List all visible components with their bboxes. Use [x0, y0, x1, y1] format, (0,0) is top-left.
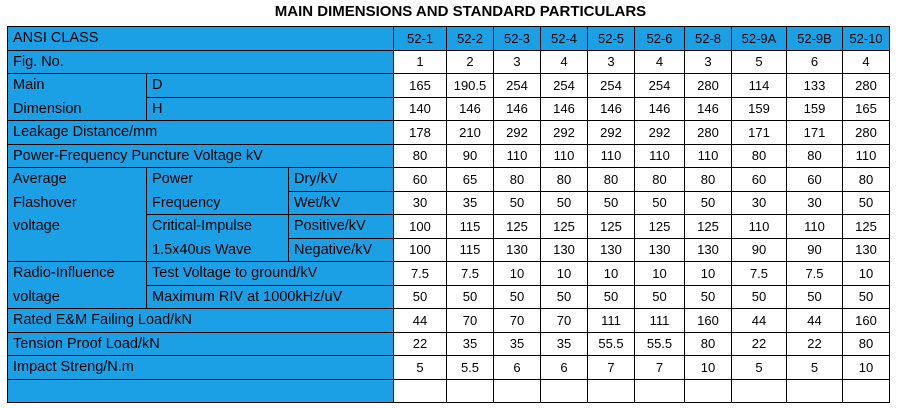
- cell-leakage: 210: [447, 121, 494, 145]
- cell-fig-no: 4: [843, 51, 890, 75]
- cell-positive: 125: [635, 215, 685, 239]
- cell-puncture: 110: [541, 145, 588, 169]
- cell-blank: [394, 380, 447, 404]
- cell-leakage: 292: [494, 121, 541, 145]
- cell-rated-em: 70: [494, 309, 541, 333]
- table-title: MAIN DIMENSIONS AND STANDARD PARTICULARS: [274, 3, 647, 20]
- cell-puncture: 110: [685, 145, 732, 169]
- cell-negative: 115: [447, 239, 494, 263]
- cell-impact: 5.5: [447, 356, 494, 380]
- cell-blank: [635, 380, 685, 404]
- cell-dry: 80: [843, 168, 890, 192]
- label-rated-em-load: Rated E&M Failing Load/kN: [8, 309, 394, 333]
- cell-test-voltage: 7.5: [732, 262, 787, 286]
- cell-impact: 6: [494, 356, 541, 380]
- cell-h: 159: [732, 98, 787, 122]
- cell-puncture: 80: [394, 145, 447, 169]
- cell-h: 146: [685, 98, 732, 122]
- cell-fig-no: 3: [494, 51, 541, 75]
- cell-leakage: 280: [843, 121, 890, 145]
- label-critical-impulse: Critical-Impulse 1.5x40us Wave: [147, 215, 289, 262]
- cell-positive: 125: [588, 215, 635, 239]
- cell-puncture: 110: [635, 145, 685, 169]
- cell-test-voltage: 10: [541, 262, 588, 286]
- cell-test-voltage: 10: [588, 262, 635, 286]
- label-max-riv: Maximum RIV at 1000kHz/uV: [147, 286, 394, 310]
- header-class-52-10: 52-10: [843, 27, 890, 51]
- header-class-52-8: 52-8: [685, 27, 732, 51]
- label-main-dimension: Main Dimension: [8, 74, 147, 121]
- label-fig-no: Fig. No.: [8, 51, 394, 75]
- cell-puncture: 110: [588, 145, 635, 169]
- cell-leakage: 280: [685, 121, 732, 145]
- cell-blank: [447, 380, 494, 404]
- header-class-52-6: 52-6: [635, 27, 685, 51]
- cell-puncture: 80: [787, 145, 843, 169]
- cell-negative: 130: [843, 239, 890, 263]
- cell-test-voltage: 7.5: [787, 262, 843, 286]
- cell-blank: [541, 380, 588, 404]
- cell-blank: [588, 380, 635, 404]
- header-class-52-9a: 52-9A: [732, 27, 787, 51]
- label-impact-strength: Impact Streng/N.m: [8, 356, 394, 380]
- cell-tension-proof: 22: [394, 333, 447, 357]
- label-radio-influence: Radio-Influence voltage: [8, 262, 147, 309]
- cell-rated-em: 70: [447, 309, 494, 333]
- cell-fig-no: 5: [732, 51, 787, 75]
- cell-blank: [685, 380, 732, 404]
- cell-wet: 50: [494, 192, 541, 216]
- cell-leakage: 171: [787, 121, 843, 145]
- cell-fig-no: 3: [588, 51, 635, 75]
- cell-impact: 10: [843, 356, 890, 380]
- cell-h: 140: [394, 98, 447, 122]
- cell-rated-em: 160: [685, 309, 732, 333]
- label-tension-proof-load: Tension Proof Load/kN: [8, 333, 394, 357]
- label-positive: Positive/kV: [289, 215, 394, 239]
- label-h: H: [147, 98, 394, 122]
- cell-d: 280: [685, 74, 732, 98]
- cell-blank: [494, 380, 541, 404]
- label-leakage-distance: Leakage Distance/mm: [8, 121, 394, 145]
- label-test-voltage: Test Voltage to ground/kV: [147, 262, 394, 286]
- cell-positive: 125: [843, 215, 890, 239]
- cell-fig-no: 1: [394, 51, 447, 75]
- cell-impact: 6: [541, 356, 588, 380]
- header-class-52-1: 52-1: [394, 27, 447, 51]
- cell-leakage: 292: [541, 121, 588, 145]
- cell-max-riv: 50: [685, 286, 732, 310]
- cell-h: 159: [787, 98, 843, 122]
- cell-test-voltage: 7.5: [394, 262, 447, 286]
- cell-tension-proof: 80: [685, 333, 732, 357]
- cell-max-riv: 50: [588, 286, 635, 310]
- cell-puncture: 110: [494, 145, 541, 169]
- cell-leakage: 292: [635, 121, 685, 145]
- cell-rated-em: 111: [635, 309, 685, 333]
- cell-max-riv: 50: [447, 286, 494, 310]
- cell-h: 146: [541, 98, 588, 122]
- cell-rated-em: 44: [732, 309, 787, 333]
- cell-wet: 30: [787, 192, 843, 216]
- cell-dry: 80: [588, 168, 635, 192]
- cell-positive: 110: [732, 215, 787, 239]
- cell-rated-em: 44: [787, 309, 843, 333]
- cell-puncture: 80: [732, 145, 787, 169]
- cell-negative: 90: [787, 239, 843, 263]
- cell-wet: 50: [541, 192, 588, 216]
- cell-dry: 80: [541, 168, 588, 192]
- header-class-52-5: 52-5: [588, 27, 635, 51]
- cell-d: 114: [732, 74, 787, 98]
- cell-wet: 30: [394, 192, 447, 216]
- cell-d: 254: [541, 74, 588, 98]
- cell-d: 280: [843, 74, 890, 98]
- cell-test-voltage: 10: [494, 262, 541, 286]
- header-ansi-class: ANSI CLASS: [8, 27, 394, 51]
- cell-max-riv: 50: [787, 286, 843, 310]
- label-d: D: [147, 74, 394, 98]
- cell-test-voltage: 10: [843, 262, 890, 286]
- cell-tension-proof: 55.5: [635, 333, 685, 357]
- cell-blank: [843, 380, 890, 404]
- cell-negative: 100: [394, 239, 447, 263]
- cell-wet: 35: [447, 192, 494, 216]
- cell-max-riv: 50: [732, 286, 787, 310]
- cell-tension-proof: 80: [843, 333, 890, 357]
- cell-blank: [787, 380, 843, 404]
- cell-tension-proof: 22: [732, 333, 787, 357]
- cell-d: 190.5: [447, 74, 494, 98]
- cell-h: 146: [635, 98, 685, 122]
- cell-puncture: 90: [447, 145, 494, 169]
- cell-positive: 125: [494, 215, 541, 239]
- cell-d: 133: [787, 74, 843, 98]
- cell-positive: 100: [394, 215, 447, 239]
- cell-negative: 130: [635, 239, 685, 263]
- cell-impact: 10: [685, 356, 732, 380]
- label-negative: Negative/kV: [289, 239, 394, 263]
- cell-impact: 5: [394, 356, 447, 380]
- label-puncture-voltage: Power-Frequency Puncture Voltage kV: [8, 145, 394, 169]
- cell-negative: 130: [685, 239, 732, 263]
- header-class-52-3: 52-3: [494, 27, 541, 51]
- cell-blank: [732, 380, 787, 404]
- cell-wet: 30: [732, 192, 787, 216]
- cell-max-riv: 50: [843, 286, 890, 310]
- cell-negative: 130: [588, 239, 635, 263]
- cell-d: 254: [588, 74, 635, 98]
- cell-test-voltage: 7.5: [447, 262, 494, 286]
- cell-fig-no: 4: [635, 51, 685, 75]
- cell-positive: 125: [541, 215, 588, 239]
- cell-max-riv: 50: [494, 286, 541, 310]
- cell-rated-em: 70: [541, 309, 588, 333]
- cell-negative: 90: [732, 239, 787, 263]
- cell-tension-proof: 22: [787, 333, 843, 357]
- cell-puncture: 110: [843, 145, 890, 169]
- cell-tension-proof: 35: [447, 333, 494, 357]
- cell-impact: 5: [787, 356, 843, 380]
- cell-wet: 50: [685, 192, 732, 216]
- cell-dry: 60: [394, 168, 447, 192]
- cell-h: 146: [447, 98, 494, 122]
- cell-positive: 110: [787, 215, 843, 239]
- cell-fig-no: 3: [685, 51, 732, 75]
- cell-positive: 125: [685, 215, 732, 239]
- cell-fig-no: 6: [787, 51, 843, 75]
- cell-dry: 80: [635, 168, 685, 192]
- cell-d: 254: [635, 74, 685, 98]
- cell-max-riv: 50: [635, 286, 685, 310]
- cell-wet: 50: [843, 192, 890, 216]
- cell-impact: 7: [635, 356, 685, 380]
- cell-impact: 7: [588, 356, 635, 380]
- cell-dry: 80: [685, 168, 732, 192]
- label-dry: Dry/kV: [289, 168, 394, 192]
- cell-wet: 50: [635, 192, 685, 216]
- cell-h: 146: [588, 98, 635, 122]
- label-wet: Wet/kV: [289, 192, 394, 216]
- cell-h: 165: [843, 98, 890, 122]
- cell-fig-no: 2: [447, 51, 494, 75]
- label-average-flashover: Average Flashover voltage: [8, 168, 147, 262]
- cell-leakage: 171: [732, 121, 787, 145]
- cell-dry: 60: [732, 168, 787, 192]
- cell-d: 254: [494, 74, 541, 98]
- cell-impact: 5: [732, 356, 787, 380]
- cell-test-voltage: 10: [635, 262, 685, 286]
- cell-dry: 65: [447, 168, 494, 192]
- cell-max-riv: 50: [541, 286, 588, 310]
- cell-test-voltage: 10: [685, 262, 732, 286]
- cell-rated-em: 160: [843, 309, 890, 333]
- cell-wet: 50: [588, 192, 635, 216]
- cell-tension-proof: 35: [541, 333, 588, 357]
- cell-leakage: 178: [394, 121, 447, 145]
- cell-dry: 60: [787, 168, 843, 192]
- cell-leakage: 292: [588, 121, 635, 145]
- cell-negative: 130: [494, 239, 541, 263]
- label-blank-row: [8, 380, 394, 404]
- header-class-52-4: 52-4: [541, 27, 588, 51]
- cell-tension-proof: 35: [494, 333, 541, 357]
- cell-dry: 80: [494, 168, 541, 192]
- label-power-frequency: Power Frequency: [147, 168, 289, 215]
- cell-d: 165: [394, 74, 447, 98]
- cell-rated-em: 44: [394, 309, 447, 333]
- header-class-52-9b: 52-9B: [787, 27, 843, 51]
- cell-fig-no: 4: [541, 51, 588, 75]
- cell-h: 146: [494, 98, 541, 122]
- header-class-52-2: 52-2: [447, 27, 494, 51]
- cell-rated-em: 111: [588, 309, 635, 333]
- cell-positive: 115: [447, 215, 494, 239]
- cell-tension-proof: 55.5: [588, 333, 635, 357]
- cell-max-riv: 50: [394, 286, 447, 310]
- cell-negative: 130: [541, 239, 588, 263]
- specifications-table: [7, 26, 890, 403]
